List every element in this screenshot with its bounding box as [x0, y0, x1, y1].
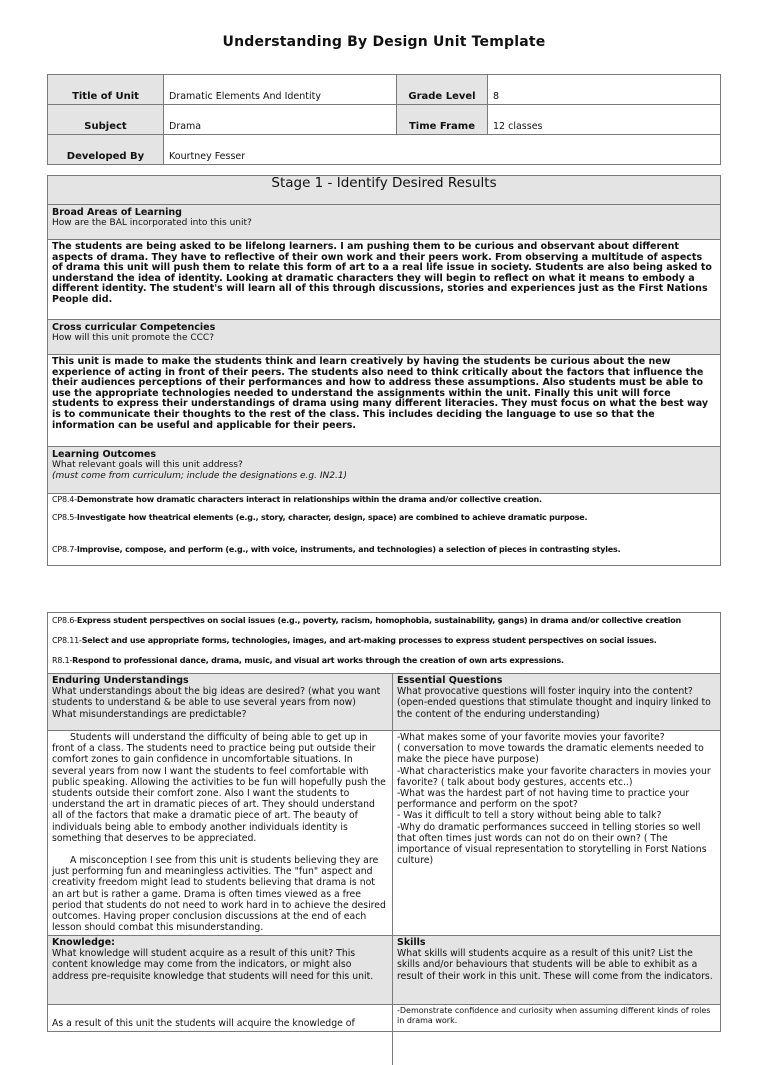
- essential-question: -What was the hardest part of not having time to practice your performance and perform on the spot?: [397, 788, 690, 811]
- enduring-prompt: What understandings about the big ideas are desired? (what you want students to understand & be able to use several years from now): [52, 686, 381, 709]
- ccc-prompt: How will this unit promote the CCC?: [52, 333, 214, 343]
- ccc-title: Cross curricular Competencies: [52, 322, 216, 333]
- understandings-header-row: [48, 673, 720, 730]
- outcome-item: CP8.4-Demonstrate how dramatic characters interact in relationships within the drama and/or collective creation.: [52, 495, 542, 504]
- outcome-item: CP8.6-Express student perspectives on social issues (e.g., poverty, racism, homophobia, sustainability, gangs) in drama and/or collective creation: [52, 616, 681, 625]
- time-frame-label: Time Frame: [397, 105, 488, 134]
- essential-question: -Why do dramatic performances succeed in telling stories so well that often times just words can not do on their own? ( The importance of visual representation to storytelling in Forst Nations culture): [397, 821, 707, 867]
- outcome-item: CP8.11-Select and use appropriate forms, technologies, images, and art-making processes to express student perspectives on social issues.: [52, 636, 657, 645]
- outcomes-title: Learning Outcomes: [52, 449, 157, 460]
- bal-prompt: How are the BAL incorporated into this unit?: [52, 218, 252, 228]
- knowledge-title: Knowledge:: [52, 937, 115, 948]
- essential-title: Essential Questions: [397, 675, 503, 686]
- info-row-title: [48, 75, 720, 105]
- stage1-continued-table: [47, 612, 721, 1032]
- enduring-response-text: Students will understand the difficulty of being able to get up in front of a class. The students need to practice being put outside their comfort zones to gain confidence in uncomfortable situations. In several years from now I want the students to feel comfortable with public speaking. Allowing the activities to be fun will hopefully push the students outside their comfort zone. Also I want the students to understand the art in dramatic pieces of art. They should understand all of the factors that make a dramatic piece of art. The beauty of individuals being able to embody another individuals identity is something that deserves to be appreciated.: [52, 732, 386, 844]
- developed-by-value: Kourtney Fesser: [169, 151, 246, 162]
- developed-by-label: Developed By: [48, 135, 164, 164]
- info-row-subject: [48, 105, 720, 135]
- skills-header: [393, 936, 720, 1004]
- skills-prompt: What skills will students acquire as a result of this unit? List the skills and/or behaviours that students will be able to exhibit as a result of their work in this unit. These will come from the indicators.: [397, 948, 713, 982]
- understandings-body-row: [48, 730, 720, 935]
- document-title: Understanding By Design Unit Template: [222, 34, 546, 50]
- knowledge-skills-body-row: [48, 1004, 720, 1065]
- stage1-table: [47, 175, 721, 566]
- grade-level-value: 8: [493, 91, 500, 102]
- knowledge-header: [48, 936, 393, 1004]
- outcomes-header: [48, 447, 720, 494]
- ccc-header: [48, 320, 720, 355]
- enduring-header: [48, 674, 393, 730]
- outcome-item: CP8.7-Improvise, compose, and perform (e.g., with voice, instruments, and technologies) a selection of pieces in contrasting styles.: [52, 545, 621, 554]
- knowledge-skills-header-row: [48, 935, 720, 1004]
- bal-response: The students are being asked to be lifelong learners. I am pushing them to be curious and observant about different aspects of drama. They have to reflective of their own work and their peers work. From observing a multitude of aspects of drama this unit will push them to relate this form of art to a a real life issue in society. Students are also being asked to understand the idea of identity. Looking at dramatic characters they will begin to reflect on what it means to embody a different identity. The student's will learn all of this through discussions, stories and experiences just as the First Nations People did.: [48, 240, 720, 320]
- outcomes-note: (must come from curriculum; include the designations e.g. IN2.1): [52, 471, 348, 481]
- title-of-unit-value: Dramatic Elements And Identity: [164, 75, 397, 104]
- essential-question: ( conversation to move towards the dramatic elements needed to make the piece have purpose): [397, 743, 704, 766]
- essential-header: [393, 674, 720, 730]
- essential-question: -What makes some of your favorite movies your favorite?: [397, 732, 665, 743]
- outcome-item: R8.1-Respond to professional dance, drama, music, and visual art works through the creation of own arts expressions.: [52, 656, 564, 665]
- essential-question: - Was it difficult to tell a story without being able to talk?: [397, 810, 662, 822]
- bal-header: [48, 205, 720, 240]
- misconception-text: A misconception I see from this unit is students believing they are just performing fun and meaningless activities. The "fun" aspect and creativity freedom might lead to students believing that drama is not an art but is rather a game. Drama is often times viewed as a free period that students do not need to work hard in to achieve the desired outcomes. Having proper conclusion discussions at the end of each lesson should combat this misunderstanding.: [52, 855, 386, 934]
- essential-prompt: What provocative questions will foster inquiry into the content?: [397, 686, 693, 698]
- enduring-title: Enduring Understandings: [52, 675, 189, 686]
- knowledge-response: As a result of this unit the students will acquire the knowledge of: [48, 1005, 393, 1065]
- misunderstandings-prompt: What misunderstandings are predictable?: [52, 708, 247, 720]
- skills-response: -Demonstrate confidence and curiosity when assuming different kinds of roles in drama work.: [397, 1006, 711, 1025]
- ccc-response: This unit is made to make the students think and learn creatively by having the students be curious about the new experience of acting in front of their peers. The students also need to think critically about the factors that influence the their audiences perceptions of their performances and how to address these assumptions. Also students must be able to use the appropriate technologies needed to understand the assignments within the unit. Finally this unit will force students to express their understandings of drama using many different literacies. They must focus on what the best way is to communicate their thoughts to the rest of the class. This includes deciding the language to use so that the information can be useful and applicable for their peers.: [48, 355, 720, 447]
- bal-title: Broad Areas of Learning: [52, 207, 182, 218]
- info-row-developer: [48, 135, 720, 164]
- enduring-response: [48, 731, 393, 935]
- title-of-unit-label: Title of Unit: [48, 75, 164, 104]
- subject-label: Subject: [48, 105, 164, 134]
- essential-question: -What characteristics make your favorite characters in movies your favorite? ( talk about body gestures, accents etc..): [397, 765, 711, 788]
- outcome-item: CP8.5-Investigate how theatrical elements (e.g., story, character, design, space) are combined to achieve dramatic purpose.: [52, 513, 588, 522]
- outcomes-list: [48, 494, 720, 565]
- skills-title: Skills: [397, 937, 426, 948]
- grade-level-label: Grade Level: [397, 75, 488, 104]
- subject-value: Drama: [164, 105, 397, 134]
- knowledge-prompt: What knowledge will student acquire as a result of this unit? This content knowledge may come from the indicators, or might also address pre-requisite knowledge that students will need for this unit.: [52, 948, 374, 982]
- stage1-heading: Stage 1 - Identify Desired Results: [48, 176, 720, 205]
- essential-questions-list: [393, 731, 720, 935]
- unit-info-table: [47, 74, 721, 165]
- time-frame-value: 12 classes: [493, 121, 543, 132]
- outcomes-prompt: What relevant goals will this unit address?: [52, 460, 243, 470]
- essential-note: (open-ended questions that stimulate thought and inquiry linked to the content of the enduring understanding): [397, 697, 711, 720]
